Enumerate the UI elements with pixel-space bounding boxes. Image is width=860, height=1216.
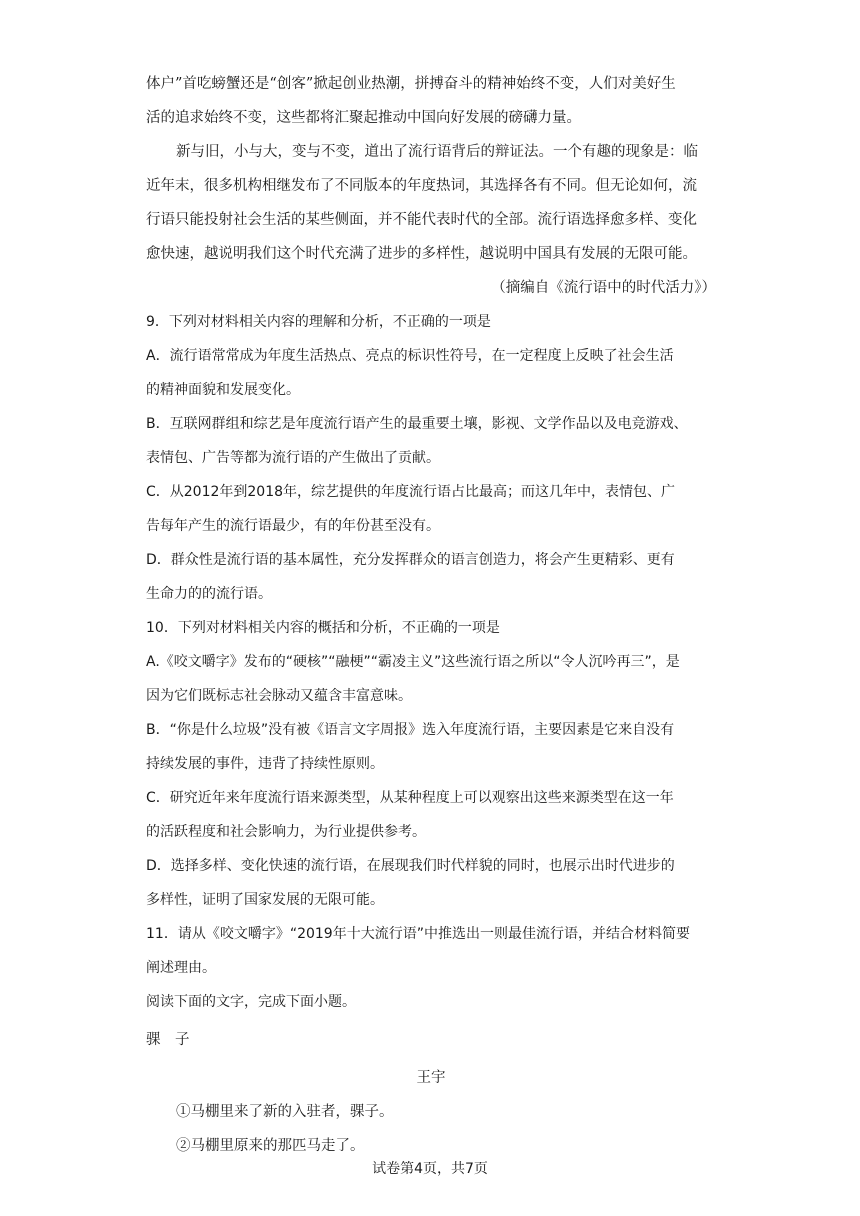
option-d: D．群众性是流行语的基本属性，充分发挥群众的语言创造力，将会产生更精彩、更有: [146, 552, 675, 568]
option-d-cont: 多样性，证明了国家发展的无限可能。: [146, 892, 384, 908]
option-b-cont: 持续发展的事件，违背了持续性原则。: [146, 756, 384, 772]
story-title: 骒 子: [146, 1032, 190, 1048]
page-footer: 试卷第4页，共7页: [372, 1161, 488, 1177]
story-paragraph: ②马棚里原来的那匹马走了。: [176, 1138, 365, 1154]
text-line: 活的追求始终不变，这些都将汇聚起推动中国向好发展的磅礴力量。: [146, 110, 581, 126]
option-b: B．互联网群组和综艺是年度流行语产生的最重要土壤，影视、文学作品以及电竞游戏、: [146, 416, 688, 432]
option-b-cont: 表情包、广告等都为流行语的产生做出了贡献。: [146, 450, 440, 466]
option-c-cont: 的活跃程度和社会影响力，为行业提供参考。: [146, 824, 426, 840]
text-line: 行语只能投射社会生活的某些侧面，并不能代表时代的全部。流行语选择愈多样、变化: [146, 212, 697, 228]
question-9: 9．下列对材料相关内容的理解和分析，不正确的一项是: [146, 314, 491, 330]
option-a: A．流行语常常成为年度生活热点、亮点的标识性符号，在一定程度上反映了社会生活: [146, 348, 674, 364]
option-a-cont: 因为它们既标志社会脉动又蕴含丰富意味。: [146, 688, 412, 704]
option-b: B．“你是什么垃圾”没有被《语言文字周报》选入年度流行语，主要因素是它来自没有: [146, 722, 675, 738]
question-10: 10．下列对材料相关内容的概括和分析，不正确的一项是: [146, 620, 500, 636]
option-d-cont: 生命力的的流行语。: [146, 586, 272, 602]
option-c: C．从2012年到2018年，综艺提供的年度流行语占比最高；而这几年中，表情包、广: [146, 484, 676, 500]
option-a: A.《咬文嚼字》发布的“硬核”“融梗”“霸凌主义”这些流行语之所以“令人沉吟再三”，是: [146, 654, 680, 670]
question-11-cont: 阐述理由。: [146, 960, 216, 976]
text-line: 体户”首吃螃蟹还是“创客”掀起创业热潮，拼搏奋斗的精神始终不变，人们对美好生: [146, 76, 676, 92]
option-c: C．研究近年来年度流行语来源类型，从某种程度上可以观察出这些来源类型在这一年: [146, 790, 674, 806]
reading-instruction: 阅读下面的文字，完成下面小题。: [146, 994, 356, 1010]
option-c-cont: 告每年产生的流行语最少，有的年份甚至没有。: [146, 518, 440, 534]
text-line: 愈快速，越说明我们这个时代充满了进步的多样性，越说明中国具有发展的无限可能。: [146, 246, 697, 262]
option-d: D．选择多样、变化快速的流行语，在展现我们时代样貌的同时，也展示出时代进步的: [146, 858, 675, 874]
story-author: 王宇: [416, 1070, 446, 1086]
option-a-cont: 的精神面貌和发展变化。: [146, 382, 300, 398]
text-line: 新与旧，小与大，变与不变，道出了流行语背后的辩证法。一个有趣的现象是：临: [176, 144, 698, 160]
source-citation: （摘编自《流行语中的时代活力》）: [491, 280, 716, 296]
story-paragraph: ①马棚里来了新的入驻者，骒子。: [176, 1104, 394, 1120]
text-line: 近年末，很多机构相继发布了不同版本的年度热词，其选择各有不同。但无论如何，流: [146, 178, 697, 194]
question-11: 11．请从《咬文嚼字》“2019年十大流行语”中推选出一则最佳流行语，并结合材料简要: [146, 926, 690, 942]
